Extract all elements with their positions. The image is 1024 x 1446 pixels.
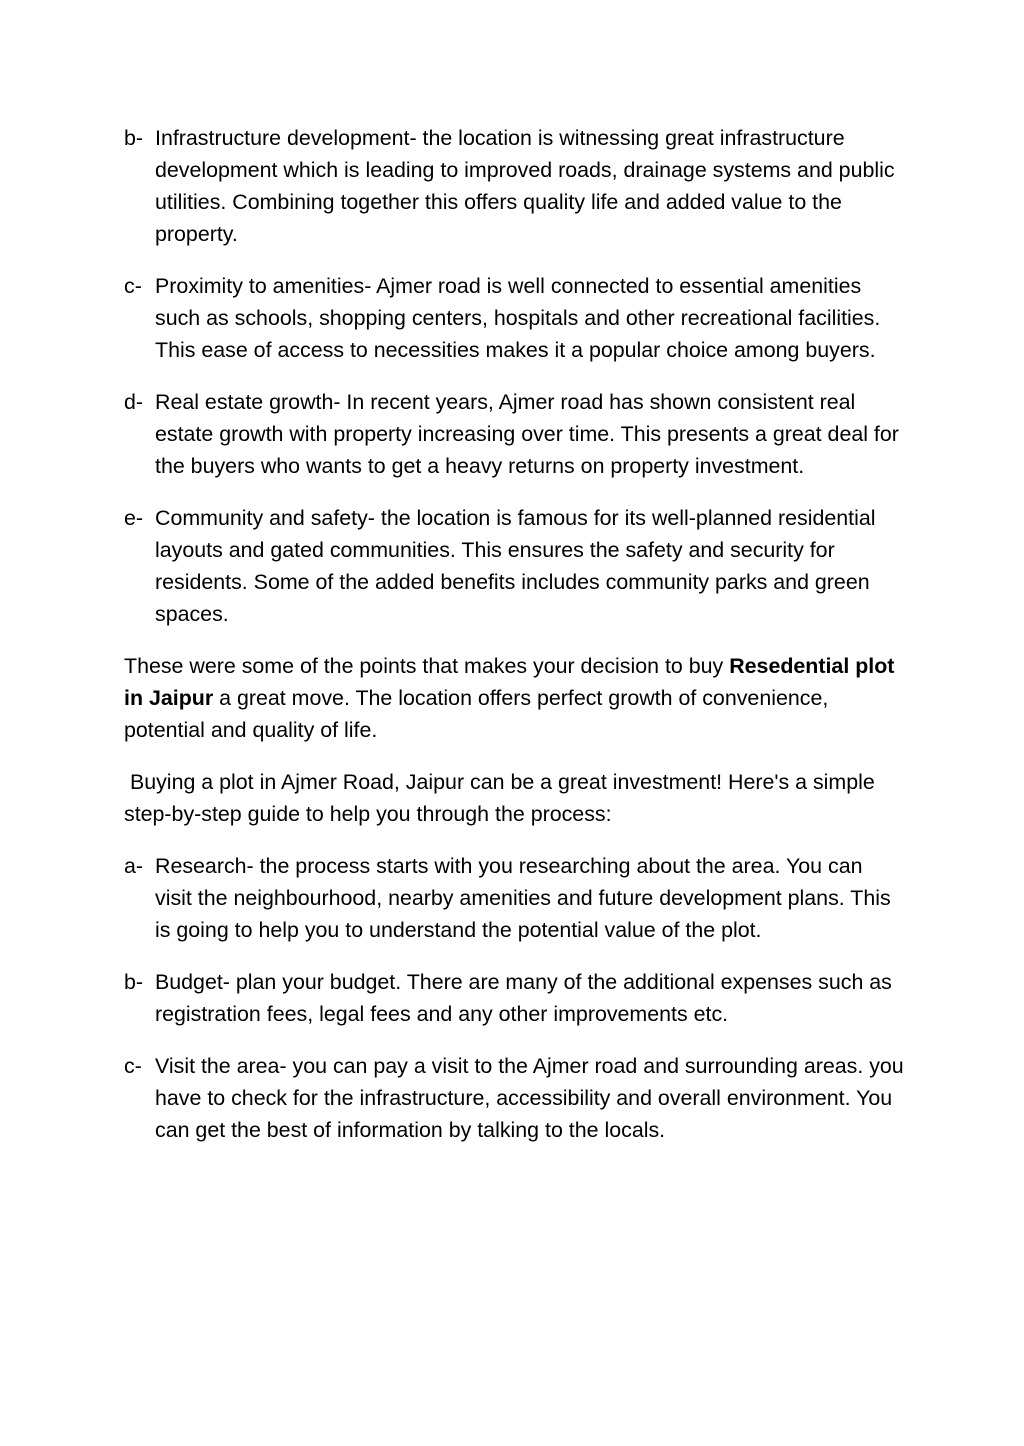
list-item [124, 122, 904, 250]
list-marker: d- [124, 390, 144, 414]
list-item [124, 502, 904, 630]
document-page [124, 122, 904, 1166]
list-item-text: Proximity to amenities- Ajmer road is well connected to essential amenities such as schools, shopping centers, hospitals and other recreational facilities. This ease of access to necessities makes it a popular choice among buyers. [155, 274, 881, 362]
list-item [124, 270, 904, 366]
list-item-text: Budget- plan your budget. There are many of the additional expenses such as registration fees, legal fees and any other improvements etc. [155, 970, 892, 1026]
list-item-text: Real estate growth- In recent years, Ajmer road has shown consistent real estate growth with property increasing over time. This presents a great deal for the buyers who wants to get a heavy returns on property investment. [155, 390, 899, 478]
list-marker: b- [124, 970, 144, 994]
summary-text-end: a great move. The location offers perfect growth of convenience, potential and quality of life. [124, 686, 829, 742]
list-item [124, 386, 904, 482]
guide-intro-paragraph: Buying a plot in Ajmer Road, Jaipur can be a great investment! Here's a simple step-by-step guide to help you through the process: [124, 770, 881, 826]
steps-list [124, 850, 904, 1146]
list-marker: c- [124, 274, 142, 298]
keyword-link-text: Resedential plot in Jaipur [124, 654, 895, 710]
list-item [124, 1050, 904, 1146]
list-marker: c- [124, 1054, 142, 1078]
list-item [124, 850, 904, 946]
list-item-text: Community and safety- the location is famous for its well-planned residential layouts and gated communities. This ensures the safety and security for residents. Some of the added benefits includes community parks and green spaces. [155, 506, 876, 626]
list-marker: e- [124, 506, 144, 530]
list-item-text: Infrastructure development- the location is witnessing great infrastructure development which is leading to improved roads, drainage systems and public utilities. Combining together this offers quality life and added value to the property. [155, 126, 895, 246]
list-item-text: Visit the area- you can pay a visit to the Ajmer road and surrounding areas. you have to check for the infrastructure, accessibility and overall environment. You can get the best of information by talking to the locals. [155, 1054, 904, 1142]
list-marker: b- [124, 126, 144, 150]
summary-text-start: These were some of the points that makes your decision to buy [124, 654, 730, 678]
list-item [124, 966, 904, 1030]
summary-paragraph [124, 650, 904, 746]
benefits-list [124, 122, 904, 630]
list-item-text: Research- the process starts with you researching about the area. You can visit the neighbourhood, nearby amenities and future development plans. This is going to help you to understand the potential value of the plot. [155, 854, 891, 942]
list-marker: a- [124, 854, 144, 878]
